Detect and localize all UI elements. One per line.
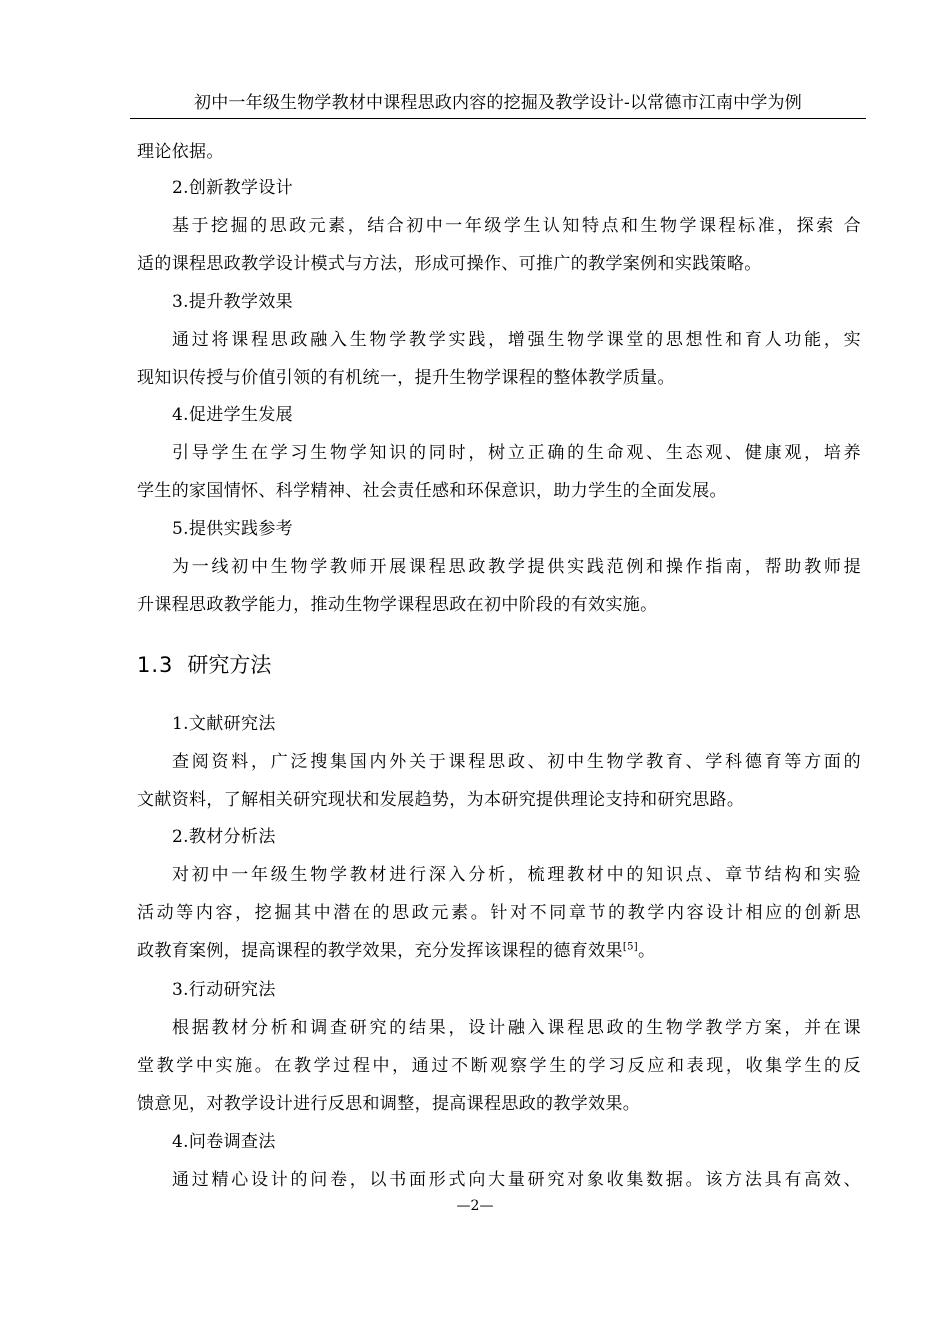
subheading-practice-reference: 5.提供实践参考	[172, 519, 294, 539]
subheading-student-development: 4.促进学生发展	[172, 405, 294, 425]
page-number: —2—	[456, 1198, 494, 1214]
section-title: 研究方法	[187, 653, 272, 677]
subheading-action-research: 3.行动研究法	[172, 980, 276, 1000]
subheading-improve-effect: 3.提升教学效果	[172, 292, 294, 312]
paragraph-line: 现知识传授与价值引领的有机统一，提升生物学课程的整体教学质量。	[137, 368, 675, 388]
paragraph-text: 。	[638, 941, 656, 961]
paragraph-line: 活动等内容，挖掘其中潜在的思政元素。针对不同章节的教学内容设计相应的创新思	[137, 903, 861, 923]
paragraph-line: 学生的家国情怀、科学精神、社会责任感和环保意识，助力学生的全面发展。	[137, 481, 727, 501]
paragraph-text: 政教育案例，提高课程的教学效果，充分发挥该课程的德育效果	[137, 941, 623, 961]
paragraph-line: 通过将课程思政融入生物学教学实践，增强生物学课堂的思想性和育人功能，实	[172, 330, 861, 350]
subheading-innovative-design: 2.创新教学设计	[172, 178, 294, 198]
paragraph-line: 文献资料，了解相关研究现状和发展趋势，为本研究提供理论支持和研究思路。	[137, 790, 745, 810]
paragraph-line: 引导学生在学习生物学知识的同时，树立正确的生命观、生态观、健康观，培养	[172, 443, 861, 463]
header-rule	[130, 118, 866, 119]
subheading-questionnaire: 4.问卷调查法	[172, 1132, 276, 1152]
paragraph-line: 升课程思政教学能力，推动生物学课程思政在初中阶段的有效实施。	[137, 595, 658, 615]
running-header-title: 初中一年级生物学教材中课程思政内容的挖掘及教学设计-以常德市江南中学为例	[194, 93, 802, 113]
section-number: 1.3	[137, 653, 174, 677]
paragraph-line: 理论依据。	[137, 142, 224, 162]
subheading-textbook-analysis: 2.教材分析法	[172, 827, 276, 847]
paragraph-line: 通过精心设计的问卷，以书面形式向大量研究对象收集数据。该方法具有高效、	[172, 1170, 861, 1190]
paragraph-line: 为一线初中生物学教师开展课程思政教学提供实践范例和操作指南，帮助教师提	[172, 557, 861, 577]
section-heading	[137, 651, 271, 679]
citation-ref[interactable]: [5]	[622, 941, 639, 953]
paragraph-line: 基于挖掘的思政元素，结合初中一年级学生认知特点和生物学课程标准，探索 合	[172, 216, 861, 236]
paragraph-line: 根据教材分析和调查研究的结果，设计融入课程思政的生物学教学方案，并在课	[172, 1018, 861, 1038]
paragraph-line: 查阅资料，广泛搜集国内外关于课程思政、初中生物学教育、学科德育等方面的	[172, 752, 861, 772]
paragraph-line: 馈意见，对教学设计进行反思和调整，提高课程思政的教学效果。	[137, 1094, 641, 1114]
paragraph-line: 堂教学中实施。在教学过程中，通过不断观察学生的学习反应和表现，收集学生的反	[137, 1056, 861, 1076]
paragraph-line: 对初中一年级生物学教材进行深入分析，梳理教材中的知识点、章节结构和实验	[172, 865, 861, 885]
paragraph-line	[137, 940, 861, 962]
paragraph-line: 适的课程思政教学设计模式与方法，形成可操作、可推广的教学案例和实践策略。	[137, 254, 762, 274]
subheading-literature-method: 1.文献研究法	[172, 714, 276, 734]
